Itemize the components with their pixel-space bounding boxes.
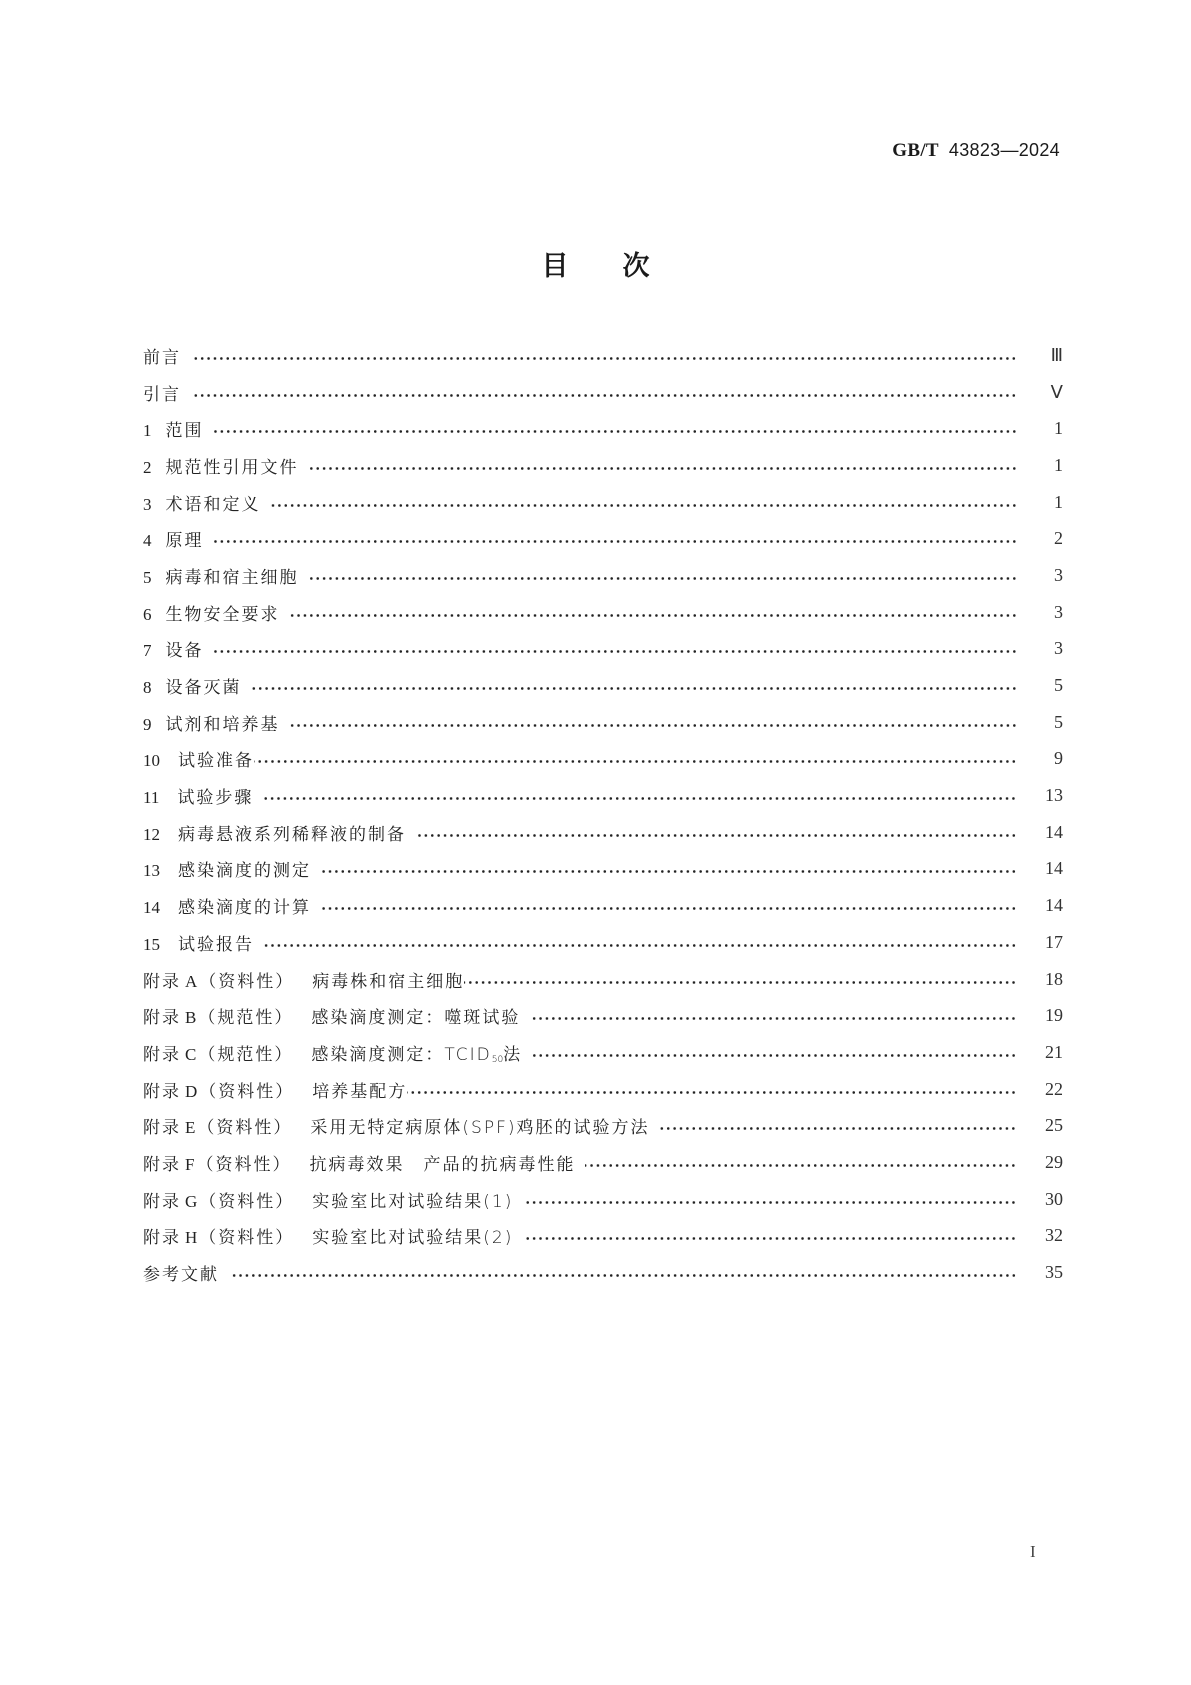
toc-entry-bibliography[interactable] — [143, 1254, 1063, 1291]
dot-leader — [191, 357, 1017, 360]
appendix-prefix: 附录 — [143, 1008, 181, 1029]
appendix-prefix: 附录 — [143, 1191, 181, 1212]
toc-entry-text — [143, 930, 254, 955]
dot-leader — [252, 687, 1018, 690]
toc-entry-text — [143, 1187, 513, 1212]
table-of-contents — [143, 337, 1063, 1291]
toc-entry-15[interactable] — [143, 924, 1063, 961]
dot-leader — [191, 394, 1017, 397]
toc-entry-number: 2 — [143, 457, 152, 477]
toc-entry-9[interactable] — [143, 704, 1063, 741]
toc-entry-label: 病毒悬液系列稀释液的制备 — [178, 824, 406, 845]
toc-entry-page: 32 — [1045, 1225, 1063, 1246]
toc-entry-label: 培养基配方 — [312, 1081, 408, 1102]
toc-entry-4[interactable] — [143, 520, 1063, 557]
toc-entry-number: 9 — [143, 714, 152, 734]
toc-entry-1[interactable] — [143, 410, 1063, 447]
appendix-type: （资料性） — [199, 1191, 295, 1212]
toc-entry-page: 1 — [1054, 454, 1063, 475]
toc-entry-label: 引言 — [143, 384, 181, 405]
toc-entry-number: 6 — [143, 604, 152, 624]
toc-entry-appendix-b[interactable] — [143, 997, 1063, 1034]
dot-leader — [585, 1164, 1017, 1167]
toc-entry-text — [143, 1223, 513, 1248]
toc-entry-appendix-a[interactable] — [143, 961, 1063, 998]
toc-entry-label: 设备灭菌 — [165, 678, 242, 699]
toc-entry-text — [143, 453, 299, 478]
title-char-1: 目 — [541, 251, 569, 282]
toc-entry-label: 范围 — [165, 421, 204, 442]
toc-entry-page: 18 — [1045, 968, 1063, 989]
appendix-letter: D — [185, 1081, 198, 1101]
dot-leader — [530, 1017, 1017, 1020]
toc-entry-label: 病毒和宿主细胞 — [165, 567, 299, 588]
toc-entry-introduction[interactable] — [143, 374, 1063, 411]
appendix-prefix: 附录 — [143, 1044, 181, 1065]
page-title — [0, 244, 1191, 283]
dot-leader — [229, 1274, 1017, 1277]
title-char-2: 次 — [622, 251, 650, 282]
appendix-type: （资料性） — [199, 971, 295, 992]
toc-entry-number: 8 — [143, 678, 152, 698]
toc-entry-page: 30 — [1045, 1188, 1063, 1209]
dot-leader — [309, 577, 1018, 580]
toc-entry-appendix-c[interactable] — [143, 1034, 1063, 1071]
toc-entry-page: Ⅲ — [1050, 344, 1063, 365]
toc-entry-label: 规范性引用文件 — [165, 457, 299, 478]
toc-entry-page: 22 — [1045, 1078, 1063, 1099]
dot-leader — [523, 1201, 1017, 1204]
toc-entry-text — [143, 1003, 520, 1028]
toc-entry-2[interactable] — [143, 447, 1063, 484]
appendix-designation — [143, 1040, 293, 1065]
appendix-letter: F — [185, 1154, 195, 1174]
appendix-letter: G — [185, 1191, 198, 1211]
appendix-type: （资料性） — [199, 1081, 295, 1102]
toc-entry-text — [143, 673, 242, 698]
toc-entry-number: 10 — [143, 751, 160, 771]
toc-entry-label: 试验准备 — [178, 751, 254, 772]
dot-leader — [290, 724, 1018, 727]
toc-entry-3[interactable] — [143, 484, 1063, 521]
dot-leader — [523, 1237, 1017, 1240]
appendix-prefix: 附录 — [143, 1118, 181, 1139]
toc-entry-number: 4 — [143, 531, 152, 551]
appendix-designation — [143, 1003, 293, 1028]
dot-leader — [321, 907, 1017, 910]
toc-entry-page: 3 — [1054, 564, 1063, 585]
toc-entry-text — [143, 1040, 522, 1065]
toc-entry-14[interactable] — [143, 887, 1063, 924]
dot-leader — [214, 540, 1018, 543]
toc-entry-text — [143, 1077, 407, 1102]
dot-leader — [416, 834, 1017, 837]
appendix-prefix: 附录 — [143, 1228, 181, 1249]
toc-entry-page: 29 — [1045, 1151, 1063, 1172]
toc-entry-label: 生物安全要求 — [165, 604, 280, 625]
appendix-letter: E — [185, 1118, 196, 1138]
toc-entry-label: 实验室比对试验结果(2) — [312, 1228, 514, 1249]
dot-leader — [309, 467, 1018, 470]
toc-entry-label-suffix: 法 — [503, 1044, 523, 1065]
toc-entry-number: 3 — [143, 494, 152, 514]
toc-entry-10[interactable] — [143, 741, 1063, 778]
toc-entry-label: 术语和定义 — [165, 494, 261, 515]
toc-entry-page: 14 — [1045, 821, 1063, 842]
toc-entry-text — [143, 856, 311, 881]
toc-entry-page: 19 — [1045, 1005, 1063, 1026]
toc-entry-page: 21 — [1045, 1041, 1063, 1062]
appendix-type: （资料性） — [196, 1154, 292, 1175]
appendix-letter: B — [185, 1008, 197, 1028]
appendix-prefix: 附录 — [143, 1081, 181, 1102]
dot-leader — [214, 650, 1018, 653]
toc-entry-text — [143, 820, 406, 845]
toc-entry-text — [143, 600, 280, 625]
toc-entry-text — [143, 416, 204, 441]
toc-entry-number: 1 — [143, 421, 152, 441]
toc-entry-label: 感染滴度的测定 — [178, 861, 311, 882]
toc-entry-number: 7 — [143, 641, 152, 661]
toc-entry-number: 14 — [143, 898, 160, 918]
standard-number — [892, 140, 1060, 162]
toc-entry-number: 13 — [143, 861, 160, 881]
toc-entry-page: 3 — [1054, 638, 1063, 659]
toc-entry-text — [143, 746, 254, 771]
toc-entry-label: 采用无特定病原体(SPF)鸡胚的试验方法 — [310, 1118, 650, 1139]
subscript-50: 50 — [491, 1054, 504, 1065]
toc-entry-11[interactable] — [143, 777, 1063, 814]
toc-entry-number: 5 — [143, 567, 152, 587]
toc-entry-page: 17 — [1045, 931, 1063, 952]
appendix-designation — [143, 1113, 292, 1138]
toc-entry-page: Ⅴ — [1050, 381, 1063, 402]
toc-entry-text — [143, 563, 299, 588]
toc-entry-number: 12 — [143, 824, 160, 844]
standard-number-value: 43823—2024 — [948, 140, 1060, 160]
dot-leader — [532, 1054, 1017, 1057]
toc-entry-label: 试验步骤 — [177, 788, 254, 809]
standard-code: GB/T — [892, 140, 939, 161]
toc-entry-8[interactable] — [143, 667, 1063, 704]
toc-entry-number: 15 — [143, 934, 160, 954]
toc-entry-page: 9 — [1054, 748, 1063, 769]
toc-entry-label: 前言 — [143, 347, 181, 368]
dot-leader — [321, 870, 1017, 873]
dot-leader — [464, 981, 1017, 984]
toc-entry-appendix-e[interactable] — [143, 1107, 1063, 1144]
dot-leader — [271, 504, 1018, 507]
toc-entry-label: 参考文献 — [143, 1265, 219, 1286]
appendix-type: （规范性） — [198, 1044, 294, 1065]
dot-leader — [407, 1091, 1017, 1094]
dot-leader — [264, 944, 1017, 947]
toc-entry-page: 3 — [1054, 601, 1063, 622]
toc-entry-12[interactable] — [143, 814, 1063, 851]
page-number: I — [1030, 1542, 1036, 1561]
appendix-designation — [143, 1187, 294, 1212]
toc-entry-6[interactable] — [143, 594, 1063, 631]
toc-entry-appendix-f[interactable] — [143, 1144, 1063, 1181]
toc-entry-text — [143, 783, 253, 808]
toc-entry-13[interactable] — [143, 851, 1063, 888]
toc-entry-page: 35 — [1045, 1262, 1063, 1283]
toc-entry-page: 5 — [1054, 711, 1063, 732]
appendix-type: （资料性） — [199, 1228, 295, 1249]
dot-leader — [263, 797, 1017, 800]
toc-entry-page: 14 — [1045, 895, 1063, 916]
toc-entry-text — [143, 1150, 575, 1175]
appendix-type: （规范性） — [198, 1008, 294, 1029]
toc-entry-7[interactable] — [143, 631, 1063, 668]
toc-entry-text — [143, 710, 280, 735]
toc-entry-label: 感染滴度的计算 — [178, 898, 311, 919]
appendix-designation — [143, 1077, 294, 1102]
toc-entry-label: 试剂和培养基 — [165, 714, 280, 735]
toc-entry-label: 感染滴度测定：TCID — [311, 1044, 492, 1065]
dot-leader — [290, 614, 1018, 617]
toc-entry-page: 2 — [1054, 528, 1063, 549]
toc-entry-label: 原理 — [165, 531, 204, 552]
toc-entry-text — [143, 526, 204, 551]
toc-entry-appendix-h[interactable] — [143, 1218, 1063, 1255]
toc-entry-text — [143, 967, 464, 992]
toc-entry-label: 抗病毒效果 产品的抗病毒性能 — [309, 1154, 576, 1175]
appendix-letter: C — [185, 1044, 197, 1064]
toc-entry-label: 设备 — [165, 641, 204, 662]
appendix-designation — [143, 1223, 294, 1248]
toc-entry-text — [143, 893, 311, 918]
appendix-designation — [143, 967, 294, 992]
appendix-prefix: 附录 — [143, 971, 181, 992]
dot-leader — [254, 760, 1017, 763]
toc-entry-number: 11 — [143, 788, 160, 808]
toc-entry-page: 13 — [1045, 785, 1063, 806]
toc-entry-5[interactable] — [143, 557, 1063, 594]
toc-entry-label: 病毒株和宿主细胞 — [312, 971, 465, 992]
toc-entry-label: 试验报告 — [178, 934, 254, 955]
toc-entry-label: 实验室比对试验结果(1) — [312, 1191, 514, 1212]
appendix-letter: A — [185, 971, 198, 991]
dot-leader — [214, 430, 1018, 433]
toc-entry-page: 14 — [1045, 858, 1063, 879]
toc-entry-page: 5 — [1054, 675, 1063, 696]
appendix-designation — [143, 1150, 291, 1175]
toc-entry-text — [143, 636, 204, 661]
toc-entry-page: 1 — [1054, 491, 1063, 512]
toc-entry-foreword[interactable] — [143, 337, 1063, 374]
toc-entry-page: 25 — [1045, 1115, 1063, 1136]
toc-entry-appendix-g[interactable] — [143, 1181, 1063, 1218]
appendix-type: （资料性） — [197, 1118, 293, 1139]
appendix-letter: H — [185, 1228, 198, 1248]
toc-entry-page: 1 — [1054, 418, 1063, 439]
toc-entry-text — [143, 1113, 649, 1138]
toc-entry-appendix-d[interactable] — [143, 1071, 1063, 1108]
toc-entry-label: 感染滴度测定：噬斑试验 — [311, 1008, 521, 1029]
dot-leader — [659, 1127, 1017, 1130]
toc-entry-text — [143, 490, 261, 515]
appendix-prefix: 附录 — [143, 1154, 181, 1175]
